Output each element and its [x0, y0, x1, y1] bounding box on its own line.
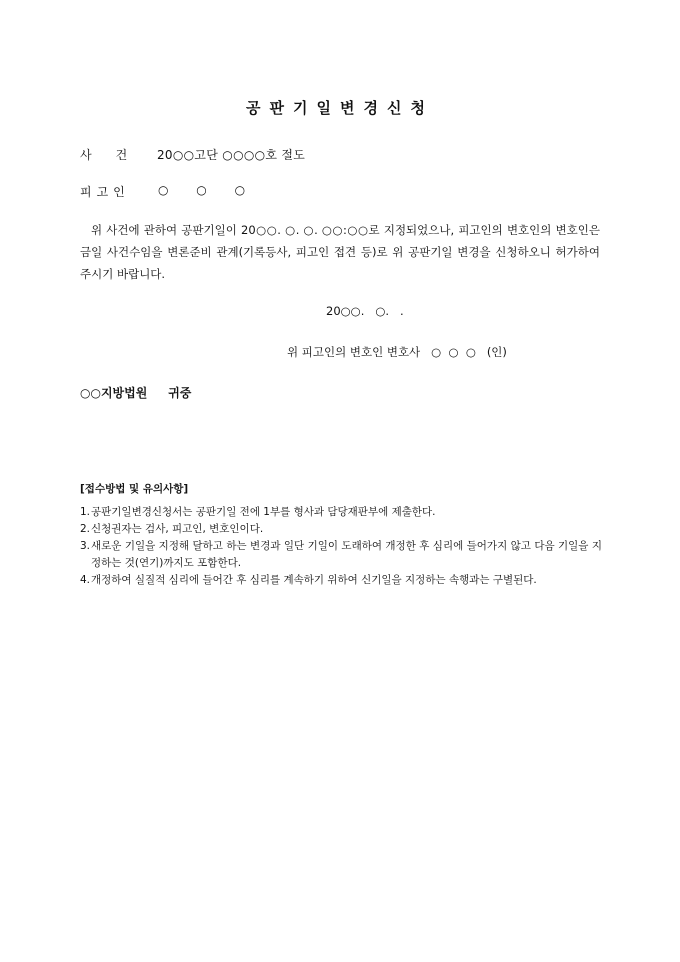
note-text: 공판기일변경신청서는 공판기일 전에 1부를 형사과 담당재판부에 제출한다. — [91, 506, 436, 518]
note-number: 1. — [80, 506, 91, 518]
case-value: 20○○고단 ○○○○호 절도 — [157, 148, 306, 162]
note-text: 새로운 기일을 지정해 달하고 하는 변경과 일단 기일이 도래하여 개정한 후 심리에 들어가지 않고 다음 기일을 지정하는 것(연기)까지도 포함한다. — [91, 540, 602, 569]
request-body: 위 사건에 관하여 공판기일이 20○○. ○. ○. ○○:○○로 지정되었으나, 피고인의 변호인의 변호인은 금일 사건수임을 변론준비 관계(기록등사, 피고인 접견 등)로 위 공판기일 변경을 신청하오니 허가하여 주시기 바랍니다. — [80, 223, 600, 281]
note-number: 2. — [80, 523, 91, 535]
case-label: 사건 — [80, 148, 152, 162]
signature-line: 위 피고인의 변호인 변호사 ○ ○ ○ (인) — [287, 345, 507, 359]
notes-section — [80, 481, 602, 589]
note-item — [80, 504, 602, 521]
note-item — [80, 538, 602, 572]
defendant-value: ○ ○ ○ — [158, 183, 246, 197]
defendant-label: 피고인 — [80, 185, 130, 199]
notes-title: [접수방법 및 유의사항] — [80, 483, 189, 495]
note-number: 3. — [80, 540, 91, 552]
note-item — [80, 572, 602, 589]
court-addressee: ○○지방법원 귀중 — [80, 386, 192, 400]
note-text: 개정하여 실질적 심리에 들어간 후 심리를 계속하기 위하여 신기일을 지정하는 속행과는 구별된다. — [91, 574, 537, 586]
date-line: 20○○. ○. . — [326, 304, 404, 318]
note-text: 신청권자는 검사, 피고인, 변호인이다. — [91, 523, 264, 535]
document-title: 공판기일변경신청 — [246, 99, 434, 117]
note-number: 4. — [80, 574, 91, 586]
note-item — [80, 521, 602, 538]
